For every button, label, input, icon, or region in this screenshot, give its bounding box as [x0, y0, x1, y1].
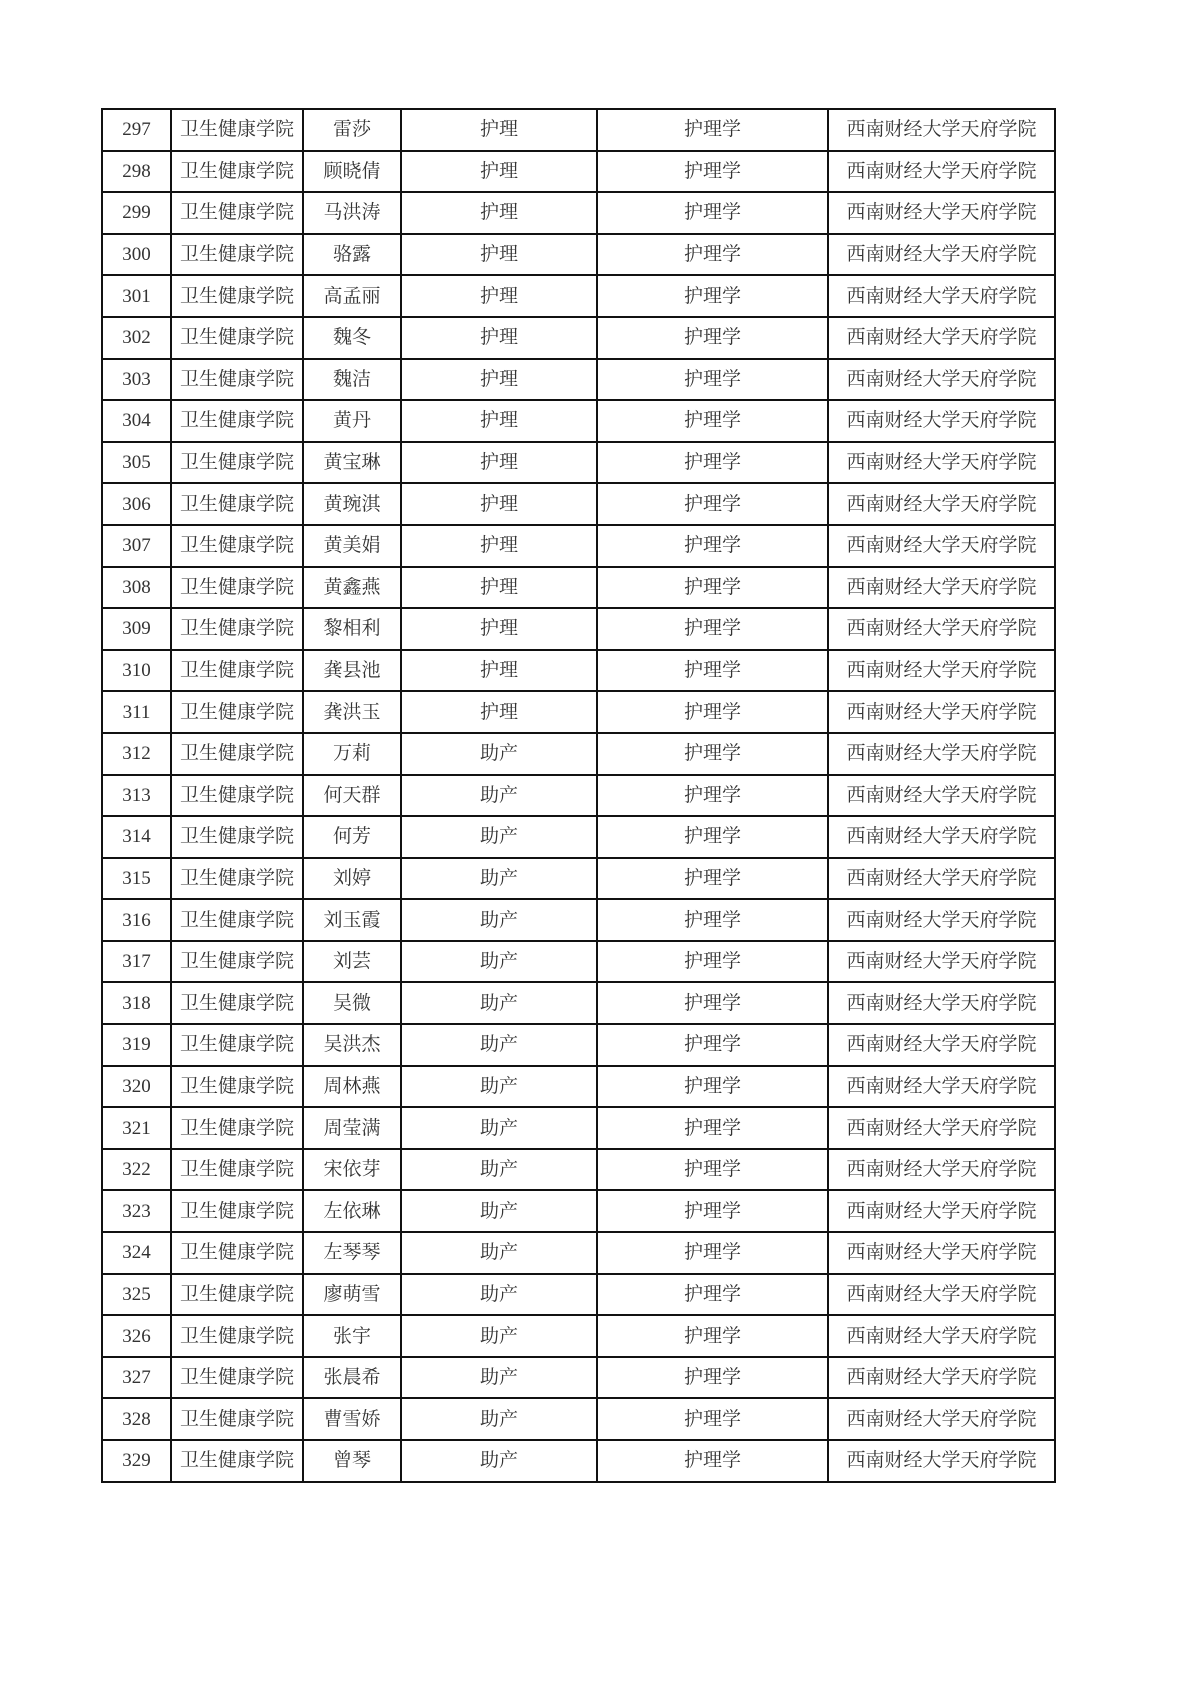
- admitted-major-cell: 护理学: [597, 442, 828, 484]
- admitted-major-cell: 护理学: [597, 1190, 828, 1232]
- diploma-major-cell: 护理: [401, 317, 597, 359]
- student-name-cell: 黎相利: [303, 608, 401, 650]
- diploma-major-cell: 护理: [401, 691, 597, 733]
- student-name-cell: 廖萌雪: [303, 1274, 401, 1316]
- admitted-major-cell: 护理学: [597, 483, 828, 525]
- student-name-cell: 刘芸: [303, 941, 401, 983]
- row-number-cell: 297: [102, 109, 171, 151]
- college-cell: 卫生健康学院: [171, 151, 303, 193]
- row-number-cell: 308: [102, 567, 171, 609]
- college-cell: 卫生健康学院: [171, 1232, 303, 1274]
- row-number-cell: 319: [102, 1024, 171, 1066]
- college-cell: 卫生健康学院: [171, 442, 303, 484]
- diploma-major-cell: 助产: [401, 1066, 597, 1108]
- college-cell: 卫生健康学院: [171, 1315, 303, 1357]
- admission-roster-table: [101, 108, 1056, 1483]
- row-number-cell: 328: [102, 1398, 171, 1440]
- table-row: [102, 691, 1055, 733]
- admitting-school-cell: 西南财经大学天府学院: [828, 1149, 1055, 1191]
- diploma-major-cell: 助产: [401, 1232, 597, 1274]
- table-row: [102, 525, 1055, 567]
- college-cell: 卫生健康学院: [171, 858, 303, 900]
- table-row: [102, 359, 1055, 401]
- college-cell: 卫生健康学院: [171, 525, 303, 567]
- diploma-major-cell: 护理: [401, 192, 597, 234]
- diploma-major-cell: 助产: [401, 1024, 597, 1066]
- table-row: [102, 317, 1055, 359]
- admitting-school-cell: 西南财经大学天府学院: [828, 1024, 1055, 1066]
- admitting-school-cell: 西南财经大学天府学院: [828, 733, 1055, 775]
- admitted-major-cell: 护理学: [597, 192, 828, 234]
- admitting-school-cell: 西南财经大学天府学院: [828, 567, 1055, 609]
- row-number-cell: 321: [102, 1107, 171, 1149]
- table-row: [102, 192, 1055, 234]
- admitted-major-cell: 护理学: [597, 816, 828, 858]
- diploma-major-cell: 护理: [401, 400, 597, 442]
- diploma-major-cell: 助产: [401, 1149, 597, 1191]
- admitting-school-cell: 西南财经大学天府学院: [828, 691, 1055, 733]
- diploma-major-cell: 护理: [401, 608, 597, 650]
- student-name-cell: 吴微: [303, 982, 401, 1024]
- diploma-major-cell: 助产: [401, 1357, 597, 1399]
- table-row: [102, 1232, 1055, 1274]
- row-number-cell: 311: [102, 691, 171, 733]
- student-name-cell: 何芳: [303, 816, 401, 858]
- admitted-major-cell: 护理学: [597, 608, 828, 650]
- student-name-cell: 周林燕: [303, 1066, 401, 1108]
- table-row: [102, 275, 1055, 317]
- table-row: [102, 109, 1055, 151]
- student-name-cell: 黄美娟: [303, 525, 401, 567]
- student-name-cell: 黄琬淇: [303, 483, 401, 525]
- row-number-cell: 306: [102, 483, 171, 525]
- student-name-cell: 黄宝琳: [303, 442, 401, 484]
- student-name-cell: 顾晓倩: [303, 151, 401, 193]
- admitting-school-cell: 西南财经大学天府学院: [828, 941, 1055, 983]
- diploma-major-cell: 护理: [401, 359, 597, 401]
- student-name-cell: 刘玉霞: [303, 899, 401, 941]
- table-row: [102, 733, 1055, 775]
- admitted-major-cell: 护理学: [597, 234, 828, 276]
- row-number-cell: 329: [102, 1440, 171, 1482]
- diploma-major-cell: 助产: [401, 1315, 597, 1357]
- admitting-school-cell: 西南财经大学天府学院: [828, 858, 1055, 900]
- admitted-major-cell: 护理学: [597, 317, 828, 359]
- table-row: [102, 899, 1055, 941]
- college-cell: 卫生健康学院: [171, 1066, 303, 1108]
- diploma-major-cell: 助产: [401, 1107, 597, 1149]
- student-name-cell: 周莹满: [303, 1107, 401, 1149]
- student-name-cell: 曾琴: [303, 1440, 401, 1482]
- student-name-cell: 刘婷: [303, 858, 401, 900]
- admitted-major-cell: 护理学: [597, 1066, 828, 1108]
- college-cell: 卫生健康学院: [171, 1149, 303, 1191]
- college-cell: 卫生健康学院: [171, 1357, 303, 1399]
- college-cell: 卫生健康学院: [171, 109, 303, 151]
- table-row: [102, 608, 1055, 650]
- admitting-school-cell: 西南财经大学天府学院: [828, 1398, 1055, 1440]
- admitted-major-cell: 护理学: [597, 1398, 828, 1440]
- admitting-school-cell: 西南财经大学天府学院: [828, 1066, 1055, 1108]
- admitting-school-cell: 西南财经大学天府学院: [828, 317, 1055, 359]
- admitted-major-cell: 护理学: [597, 1107, 828, 1149]
- college-cell: 卫生健康学院: [171, 775, 303, 817]
- admitted-major-cell: 护理学: [597, 650, 828, 692]
- admitting-school-cell: 西南财经大学天府学院: [828, 109, 1055, 151]
- diploma-major-cell: 护理: [401, 650, 597, 692]
- college-cell: 卫生健康学院: [171, 359, 303, 401]
- diploma-major-cell: 护理: [401, 483, 597, 525]
- college-cell: 卫生健康学院: [171, 941, 303, 983]
- admitted-major-cell: 护理学: [597, 109, 828, 151]
- admitting-school-cell: 西南财经大学天府学院: [828, 192, 1055, 234]
- admitted-major-cell: 护理学: [597, 1149, 828, 1191]
- student-name-cell: 高孟丽: [303, 275, 401, 317]
- admitted-major-cell: 护理学: [597, 151, 828, 193]
- admitted-major-cell: 护理学: [597, 1024, 828, 1066]
- student-name-cell: 何天群: [303, 775, 401, 817]
- student-name-cell: 雷莎: [303, 109, 401, 151]
- admitting-school-cell: 西南财经大学天府学院: [828, 1357, 1055, 1399]
- diploma-major-cell: 助产: [401, 1190, 597, 1232]
- student-name-cell: 张宇: [303, 1315, 401, 1357]
- table-row: [102, 151, 1055, 193]
- admitted-major-cell: 护理学: [597, 941, 828, 983]
- admitting-school-cell: 西南财经大学天府学院: [828, 982, 1055, 1024]
- admitting-school-cell: 西南财经大学天府学院: [828, 151, 1055, 193]
- admitting-school-cell: 西南财经大学天府学院: [828, 1315, 1055, 1357]
- college-cell: 卫生健康学院: [171, 275, 303, 317]
- student-name-cell: 骆露: [303, 234, 401, 276]
- row-number-cell: 312: [102, 733, 171, 775]
- row-number-cell: 325: [102, 1274, 171, 1316]
- diploma-major-cell: 护理: [401, 442, 597, 484]
- table-row: [102, 982, 1055, 1024]
- diploma-major-cell: 护理: [401, 234, 597, 276]
- college-cell: 卫生健康学院: [171, 1107, 303, 1149]
- table-row: [102, 1107, 1055, 1149]
- diploma-major-cell: 助产: [401, 775, 597, 817]
- row-number-cell: 324: [102, 1232, 171, 1274]
- student-name-cell: 张晨希: [303, 1357, 401, 1399]
- row-number-cell: 301: [102, 275, 171, 317]
- college-cell: 卫生健康学院: [171, 650, 303, 692]
- admitting-school-cell: 西南财经大学天府学院: [828, 650, 1055, 692]
- admitted-major-cell: 护理学: [597, 858, 828, 900]
- diploma-major-cell: 助产: [401, 941, 597, 983]
- row-number-cell: 302: [102, 317, 171, 359]
- college-cell: 卫生健康学院: [171, 608, 303, 650]
- admitted-major-cell: 护理学: [597, 567, 828, 609]
- admitting-school-cell: 西南财经大学天府学院: [828, 442, 1055, 484]
- table-row: [102, 941, 1055, 983]
- diploma-major-cell: 护理: [401, 109, 597, 151]
- row-number-cell: 310: [102, 650, 171, 692]
- student-name-cell: 魏冬: [303, 317, 401, 359]
- college-cell: 卫生健康学院: [171, 1398, 303, 1440]
- row-number-cell: 326: [102, 1315, 171, 1357]
- admitted-major-cell: 护理学: [597, 1232, 828, 1274]
- student-name-cell: 龚洪玉: [303, 691, 401, 733]
- admitting-school-cell: 西南财经大学天府学院: [828, 608, 1055, 650]
- student-name-cell: 黄丹: [303, 400, 401, 442]
- row-number-cell: 315: [102, 858, 171, 900]
- table-row: [102, 442, 1055, 484]
- student-name-cell: 龚县池: [303, 650, 401, 692]
- admitted-major-cell: 护理学: [597, 899, 828, 941]
- diploma-major-cell: 护理: [401, 151, 597, 193]
- table-row: [102, 1398, 1055, 1440]
- row-number-cell: 322: [102, 1149, 171, 1191]
- diploma-major-cell: 助产: [401, 858, 597, 900]
- admitted-major-cell: 护理学: [597, 733, 828, 775]
- diploma-major-cell: 助产: [401, 733, 597, 775]
- student-name-cell: 曹雪娇: [303, 1398, 401, 1440]
- admitting-school-cell: 西南财经大学天府学院: [828, 1232, 1055, 1274]
- college-cell: 卫生健康学院: [171, 733, 303, 775]
- diploma-major-cell: 护理: [401, 525, 597, 567]
- admitting-school-cell: 西南财经大学天府学院: [828, 275, 1055, 317]
- diploma-major-cell: 护理: [401, 567, 597, 609]
- row-number-cell: 320: [102, 1066, 171, 1108]
- admitting-school-cell: 西南财经大学天府学院: [828, 899, 1055, 941]
- table-row: [102, 650, 1055, 692]
- diploma-major-cell: 助产: [401, 816, 597, 858]
- student-name-cell: 万莉: [303, 733, 401, 775]
- admitting-school-cell: 西南财经大学天府学院: [828, 400, 1055, 442]
- admitted-major-cell: 护理学: [597, 1357, 828, 1399]
- row-number-cell: 298: [102, 151, 171, 193]
- admitted-major-cell: 护理学: [597, 1440, 828, 1482]
- college-cell: 卫生健康学院: [171, 691, 303, 733]
- college-cell: 卫生健康学院: [171, 483, 303, 525]
- college-cell: 卫生健康学院: [171, 317, 303, 359]
- table-row: [102, 816, 1055, 858]
- admitting-school-cell: 西南财经大学天府学院: [828, 816, 1055, 858]
- student-name-cell: 马洪涛: [303, 192, 401, 234]
- admitted-major-cell: 护理学: [597, 1274, 828, 1316]
- row-number-cell: 304: [102, 400, 171, 442]
- admitting-school-cell: 西南财经大学天府学院: [828, 1274, 1055, 1316]
- table-row: [102, 1357, 1055, 1399]
- admitting-school-cell: 西南财经大学天府学院: [828, 525, 1055, 567]
- college-cell: 卫生健康学院: [171, 1024, 303, 1066]
- row-number-cell: 307: [102, 525, 171, 567]
- table-row: [102, 775, 1055, 817]
- admitted-major-cell: 护理学: [597, 400, 828, 442]
- admitted-major-cell: 护理学: [597, 525, 828, 567]
- row-number-cell: 323: [102, 1190, 171, 1232]
- row-number-cell: 327: [102, 1357, 171, 1399]
- student-name-cell: 魏洁: [303, 359, 401, 401]
- diploma-major-cell: 助产: [401, 1440, 597, 1482]
- table-row: [102, 1190, 1055, 1232]
- admitting-school-cell: 西南财经大学天府学院: [828, 483, 1055, 525]
- table-row: [102, 1024, 1055, 1066]
- student-name-cell: 左琴琴: [303, 1232, 401, 1274]
- row-number-cell: 317: [102, 941, 171, 983]
- row-number-cell: 313: [102, 775, 171, 817]
- college-cell: 卫生健康学院: [171, 192, 303, 234]
- table-row: [102, 234, 1055, 276]
- admitted-major-cell: 护理学: [597, 275, 828, 317]
- student-name-cell: 宋依芽: [303, 1149, 401, 1191]
- table-row: [102, 567, 1055, 609]
- admitted-major-cell: 护理学: [597, 691, 828, 733]
- diploma-major-cell: 助产: [401, 899, 597, 941]
- row-number-cell: 314: [102, 816, 171, 858]
- college-cell: 卫生健康学院: [171, 1274, 303, 1316]
- admitted-major-cell: 护理学: [597, 982, 828, 1024]
- row-number-cell: 316: [102, 899, 171, 941]
- college-cell: 卫生健康学院: [171, 567, 303, 609]
- college-cell: 卫生健康学院: [171, 899, 303, 941]
- row-number-cell: 309: [102, 608, 171, 650]
- table-row: [102, 1149, 1055, 1191]
- table-row: [102, 1066, 1055, 1108]
- table-row: [102, 1315, 1055, 1357]
- college-cell: 卫生健康学院: [171, 1190, 303, 1232]
- college-cell: 卫生健康学院: [171, 234, 303, 276]
- roster-table-body: [102, 109, 1055, 1482]
- table-row: [102, 483, 1055, 525]
- college-cell: 卫生健康学院: [171, 1440, 303, 1482]
- admitting-school-cell: 西南财经大学天府学院: [828, 1440, 1055, 1482]
- diploma-major-cell: 助产: [401, 982, 597, 1024]
- admitting-school-cell: 西南财经大学天府学院: [828, 234, 1055, 276]
- table-row: [102, 1274, 1055, 1316]
- diploma-major-cell: 护理: [401, 275, 597, 317]
- college-cell: 卫生健康学院: [171, 400, 303, 442]
- table-row: [102, 1440, 1055, 1482]
- admitting-school-cell: 西南财经大学天府学院: [828, 1107, 1055, 1149]
- student-name-cell: 吴洪杰: [303, 1024, 401, 1066]
- row-number-cell: 318: [102, 982, 171, 1024]
- admitting-school-cell: 西南财经大学天府学院: [828, 1190, 1055, 1232]
- admitting-school-cell: 西南财经大学天府学院: [828, 775, 1055, 817]
- admitted-major-cell: 护理学: [597, 775, 828, 817]
- row-number-cell: 299: [102, 192, 171, 234]
- student-name-cell: 左依琳: [303, 1190, 401, 1232]
- admitting-school-cell: 西南财经大学天府学院: [828, 359, 1055, 401]
- row-number-cell: 303: [102, 359, 171, 401]
- row-number-cell: 300: [102, 234, 171, 276]
- admitted-major-cell: 护理学: [597, 359, 828, 401]
- student-name-cell: 黄鑫燕: [303, 567, 401, 609]
- college-cell: 卫生健康学院: [171, 982, 303, 1024]
- table-row: [102, 400, 1055, 442]
- college-cell: 卫生健康学院: [171, 816, 303, 858]
- admitted-major-cell: 护理学: [597, 1315, 828, 1357]
- table-row: [102, 858, 1055, 900]
- diploma-major-cell: 助产: [401, 1274, 597, 1316]
- row-number-cell: 305: [102, 442, 171, 484]
- diploma-major-cell: 助产: [401, 1398, 597, 1440]
